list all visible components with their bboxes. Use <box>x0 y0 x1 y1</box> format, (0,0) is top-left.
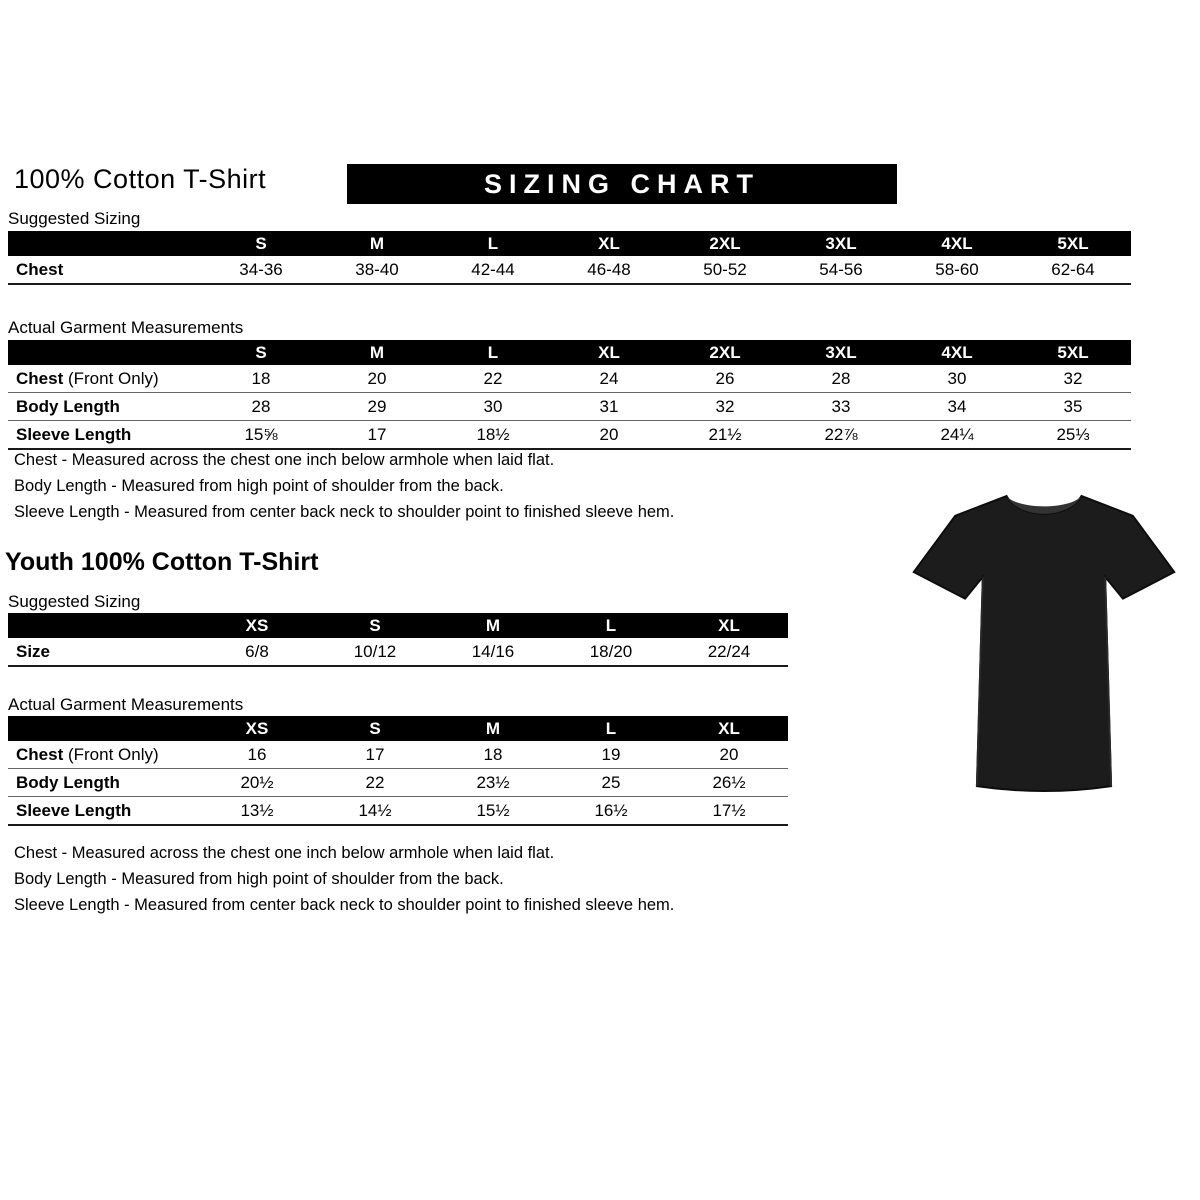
row-label: Body Length <box>8 393 203 421</box>
table-row-body-length <box>8 769 788 797</box>
adult-suggested-sizing-label: Suggested Sizing <box>8 209 141 228</box>
cell: 10/12 <box>316 638 434 666</box>
size-header-l: L <box>435 340 551 365</box>
tshirt-icon <box>896 472 1192 820</box>
table-row-chest <box>8 256 1131 284</box>
cell: 21½ <box>667 421 783 450</box>
size-header-5xl: 5XL <box>1015 340 1131 365</box>
youth-title: Youth 100% Cotton T-Shirt <box>5 548 319 576</box>
size-header-xs: XS <box>198 716 316 741</box>
cell: 32 <box>1015 365 1131 393</box>
size-header-m: M <box>319 340 435 365</box>
size-header-m: M <box>434 613 552 638</box>
cell: 38-40 <box>319 256 435 284</box>
cell: 22⅞ <box>783 421 899 450</box>
row-label: Size <box>8 638 198 666</box>
size-header-xl: XL <box>551 231 667 256</box>
size-header-m: M <box>434 716 552 741</box>
cell: 20 <box>551 421 667 450</box>
youth-actual-header-row <box>8 716 788 741</box>
row-label: Chest <box>8 256 203 284</box>
cell: 18/20 <box>552 638 670 666</box>
size-header-s: S <box>203 340 319 365</box>
table-row-body-length <box>8 393 1131 421</box>
sizing-chart-banner: SIZING CHART <box>347 164 897 204</box>
adult-measurement-notes <box>14 452 674 530</box>
cell: 14½ <box>316 797 434 826</box>
table-row-chest <box>8 365 1131 393</box>
size-header-m: M <box>319 231 435 256</box>
table-row-sleeve-length <box>8 421 1131 450</box>
table-row-size <box>8 638 788 666</box>
size-header-xl: XL <box>551 340 667 365</box>
cell: 18½ <box>435 421 551 450</box>
size-header-xl: XL <box>670 613 788 638</box>
cell: 24¼ <box>899 421 1015 450</box>
note-sleeve-length: Sleeve Length - Measured from center back neck to shoulder point to finished sleeve hem. <box>14 896 675 914</box>
cell: 54-56 <box>783 256 899 284</box>
header-spacer <box>8 340 203 365</box>
note-sleeve-length: Sleeve Length - Measured from center back neck to shoulder point to finished sleeve hem. <box>14 503 675 521</box>
adult-actual-header-row <box>8 340 1131 365</box>
size-header-l: L <box>435 231 551 256</box>
cell: 25 <box>552 769 670 797</box>
cell: 30 <box>899 365 1015 393</box>
cell: 58-60 <box>899 256 1015 284</box>
header-spacer <box>8 613 198 638</box>
cell: 20 <box>319 365 435 393</box>
size-header-2xl: 2XL <box>667 340 783 365</box>
size-header-4xl: 4XL <box>899 231 1015 256</box>
row-label: Chest (Front Only) <box>8 741 198 769</box>
table-row-chest <box>8 741 788 769</box>
size-header-3xl: 3XL <box>783 340 899 365</box>
adult-suggested-header-row <box>8 231 1131 256</box>
cell: 30 <box>435 393 551 421</box>
note-body-length: Body Length - Measured from high point of shoulder from the back. <box>14 477 504 495</box>
cell: 22 <box>435 365 551 393</box>
adult-suggested-table <box>8 231 1131 285</box>
cell: 22 <box>316 769 434 797</box>
size-header-s: S <box>316 716 434 741</box>
note-chest: Chest - Measured across the chest one inch below armhole when laid flat. <box>14 844 555 862</box>
table-row-sleeve-length <box>8 797 788 826</box>
cell: 19 <box>552 741 670 769</box>
cell: 14/16 <box>434 638 552 666</box>
youth-suggested-sizing-label: Suggested Sizing <box>8 592 141 611</box>
cell: 15½ <box>434 797 552 826</box>
cell: 31 <box>551 393 667 421</box>
page-title: 100% Cotton T-Shirt <box>14 164 267 194</box>
size-header-5xl: 5XL <box>1015 231 1131 256</box>
size-header-l: L <box>552 716 670 741</box>
cell: 16 <box>198 741 316 769</box>
header-spacer <box>8 716 198 741</box>
youth-actual-measurements-label: Actual Garment Measurements <box>8 695 244 714</box>
cell: 26 <box>667 365 783 393</box>
cell: 28 <box>783 365 899 393</box>
youth-actual-table <box>8 716 788 826</box>
cell: 6/8 <box>198 638 316 666</box>
note-chest: Chest - Measured across the chest one inch below armhole when laid flat. <box>14 451 555 469</box>
cell: 25⅓ <box>1015 421 1131 450</box>
note-body-length: Body Length - Measured from high point of shoulder from the back. <box>14 870 504 888</box>
cell: 28 <box>203 393 319 421</box>
cell: 17½ <box>670 797 788 826</box>
cell: 42-44 <box>435 256 551 284</box>
cell: 29 <box>319 393 435 421</box>
cell: 17 <box>316 741 434 769</box>
size-header-2xl: 2XL <box>667 231 783 256</box>
cell: 34 <box>899 393 1015 421</box>
cell: 13½ <box>198 797 316 826</box>
youth-measurement-notes <box>14 845 674 923</box>
size-header-xs: XS <box>198 613 316 638</box>
tshirt-image <box>896 472 1192 820</box>
row-label: Sleeve Length <box>8 421 203 450</box>
adult-actual-table <box>8 340 1131 450</box>
size-header-3xl: 3XL <box>783 231 899 256</box>
cell: 23½ <box>434 769 552 797</box>
cell: 33 <box>783 393 899 421</box>
cell: 26½ <box>670 769 788 797</box>
cell: 46-48 <box>551 256 667 284</box>
cell: 17 <box>319 421 435 450</box>
size-header-xl: XL <box>670 716 788 741</box>
cell: 32 <box>667 393 783 421</box>
size-header-4xl: 4XL <box>899 340 1015 365</box>
header-spacer <box>8 231 203 256</box>
youth-suggested-header-row <box>8 613 788 638</box>
cell: 22/24 <box>670 638 788 666</box>
size-header-s: S <box>316 613 434 638</box>
cell: 34-36 <box>203 256 319 284</box>
cell: 20 <box>670 741 788 769</box>
cell: 16½ <box>552 797 670 826</box>
cell: 15⅝ <box>203 421 319 450</box>
cell: 62-64 <box>1015 256 1131 284</box>
size-header-s: S <box>203 231 319 256</box>
row-label: Sleeve Length <box>8 797 198 826</box>
cell: 20½ <box>198 769 316 797</box>
cell: 50-52 <box>667 256 783 284</box>
row-label: Body Length <box>8 769 198 797</box>
youth-suggested-table <box>8 613 788 667</box>
adult-actual-measurements-label: Actual Garment Measurements <box>8 318 244 337</box>
cell: 18 <box>434 741 552 769</box>
row-label: Chest (Front Only) <box>8 365 203 393</box>
cell: 18 <box>203 365 319 393</box>
cell: 24 <box>551 365 667 393</box>
cell: 35 <box>1015 393 1131 421</box>
size-header-l: L <box>552 613 670 638</box>
